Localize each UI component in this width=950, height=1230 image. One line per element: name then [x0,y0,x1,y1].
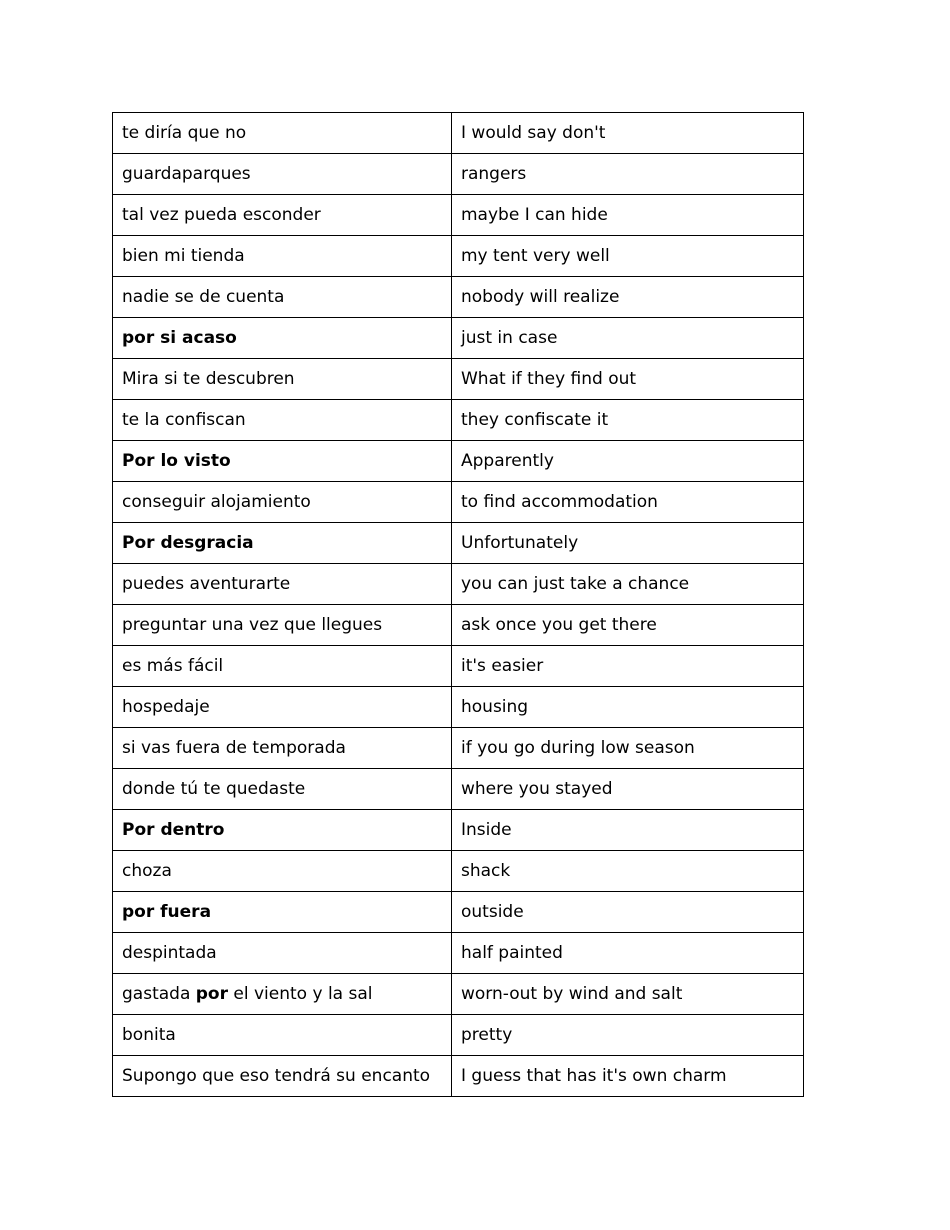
english-translation-text: What if they find out [461,369,637,389]
english-translation-cell [452,195,804,236]
spanish-phrase-cell [113,564,452,605]
spanish-phrase-cell [113,236,452,277]
table-row [113,236,804,277]
spanish-phrase-text: donde tú te quedaste [122,779,306,799]
table-row [113,482,804,523]
table-row [113,605,804,646]
spanish-phrase-cell [113,605,452,646]
spanish-phrase-text: el viento y la sal [228,984,373,1004]
english-translation-text: worn-out by wind and salt [461,984,683,1004]
english-translation-cell [452,646,804,687]
english-translation-cell [452,1015,804,1056]
english-translation-text: just in case [461,328,558,348]
spanish-phrase-text: gastada [122,984,196,1004]
table-row [113,728,804,769]
table-row [113,564,804,605]
spanish-phrase-bold-text: Por lo visto [122,451,231,471]
spanish-phrase-text: si vas fuera de temporada [122,738,346,758]
table-row [113,769,804,810]
english-translation-cell [452,810,804,851]
spanish-phrase-bold-text: por fuera [122,902,212,922]
table-row [113,523,804,564]
english-translation-text: my tent very well [461,246,610,266]
table-row [113,687,804,728]
spanish-phrase-cell [113,728,452,769]
english-translation-text: Inside [461,820,512,840]
spanish-phrase-text: Supongo que eso tendrá su encanto [122,1066,431,1086]
english-translation-text: where you stayed [461,779,613,799]
spanish-phrase-text: puedes aventurarte [122,574,291,594]
english-translation-text: maybe I can hide [461,205,608,225]
spanish-phrase-cell [113,892,452,933]
english-translation-text: outside [461,902,524,922]
spanish-phrase-cell [113,482,452,523]
english-translation-text: Apparently [461,451,554,471]
english-translation-cell [452,400,804,441]
english-translation-text: it's easier [461,656,544,676]
table-row [113,441,804,482]
spanish-phrase-cell [113,523,452,564]
english-translation-cell [452,482,804,523]
spanish-phrase-text: te diría que no [122,123,247,143]
english-translation-text: nobody will realize [461,287,620,307]
table-row [113,974,804,1015]
spanish-phrase-cell [113,933,452,974]
spanish-phrase-cell [113,318,452,359]
english-translation-cell [452,892,804,933]
english-translation-cell [452,564,804,605]
english-translation-cell [452,728,804,769]
spanish-phrase-cell [113,974,452,1015]
english-translation-cell [452,605,804,646]
english-translation-cell [452,277,804,318]
spanish-phrase-cell [113,113,452,154]
spanish-phrase-text: despintada [122,943,217,963]
english-translation-cell [452,236,804,277]
english-translation-cell [452,687,804,728]
english-translation-text: I would say don't [461,123,606,143]
spanish-phrase-cell [113,646,452,687]
spanish-phrase-cell [113,1015,452,1056]
table-row [113,851,804,892]
english-translation-text: Unfortunately [461,533,579,553]
english-translation-text: ask once you get there [461,615,657,635]
spanish-phrase-cell [113,277,452,318]
spanish-phrase-cell [113,400,452,441]
english-translation-cell [452,154,804,195]
english-translation-text: housing [461,697,529,717]
english-translation-cell [452,851,804,892]
spanish-phrase-bold-text: por si acaso [122,328,237,348]
spanish-phrase-text: es más fácil [122,656,224,676]
table-row [113,892,804,933]
english-translation-cell [452,933,804,974]
spanish-phrase-cell [113,687,452,728]
english-translation-text: they confiscate it [461,410,609,430]
spanish-phrase-text: choza [122,861,172,881]
spanish-phrase-cell [113,195,452,236]
spanish-phrase-cell [113,154,452,195]
spanish-phrase-bold-text: Por desgracia [122,533,254,553]
english-translation-cell [452,318,804,359]
spanish-phrase-text: conseguir alojamiento [122,492,311,512]
english-translation-text: to find accommodation [461,492,658,512]
spanish-phrase-text: hospedaje [122,697,210,717]
english-translation-text: half painted [461,943,563,963]
spanish-phrase-cell [113,851,452,892]
spanish-phrase-text: nadie se de cuenta [122,287,285,307]
english-translation-cell [452,1056,804,1097]
spanish-phrase-text: te la confiscan [122,410,246,430]
english-translation-text: shack [461,861,511,881]
table-row [113,359,804,400]
english-translation-cell [452,523,804,564]
table-row [113,1056,804,1097]
spanish-phrase-cell [113,441,452,482]
spanish-phrase-bold-text: Por dentro [122,820,225,840]
english-translation-text: I guess that has it's own charm [461,1066,727,1086]
spanish-phrase-text: bien mi tienda [122,246,245,266]
table-row [113,318,804,359]
table-row [113,1015,804,1056]
english-translation-cell [452,769,804,810]
table-row [113,933,804,974]
spanish-phrase-cell [113,769,452,810]
english-translation-text: rangers [461,164,527,184]
spanish-phrase-text: bonita [122,1025,176,1045]
table-row [113,646,804,687]
table-row [113,810,804,851]
english-translation-cell [452,359,804,400]
table-row [113,113,804,154]
table-row [113,277,804,318]
vocabulary-table [112,112,804,1097]
spanish-phrase-cell [113,359,452,400]
table-row [113,154,804,195]
spanish-phrase-bold-text: por [195,984,228,1004]
spanish-phrase-text: Mira si te descubren [122,369,295,389]
spanish-phrase-text: tal vez pueda esconder [122,205,321,225]
english-translation-cell [452,113,804,154]
vocabulary-table-body [113,113,804,1097]
spanish-phrase-text: preguntar una vez que llegues [122,615,383,635]
spanish-phrase-cell [113,810,452,851]
spanish-phrase-text: guardaparques [122,164,251,184]
table-row [113,400,804,441]
spanish-phrase-cell [113,1056,452,1097]
english-translation-cell [452,441,804,482]
english-translation-text: pretty [461,1025,513,1045]
english-translation-cell [452,974,804,1015]
english-translation-text: you can just take a chance [461,574,690,594]
english-translation-text: if you go during low season [461,738,695,758]
table-row [113,195,804,236]
